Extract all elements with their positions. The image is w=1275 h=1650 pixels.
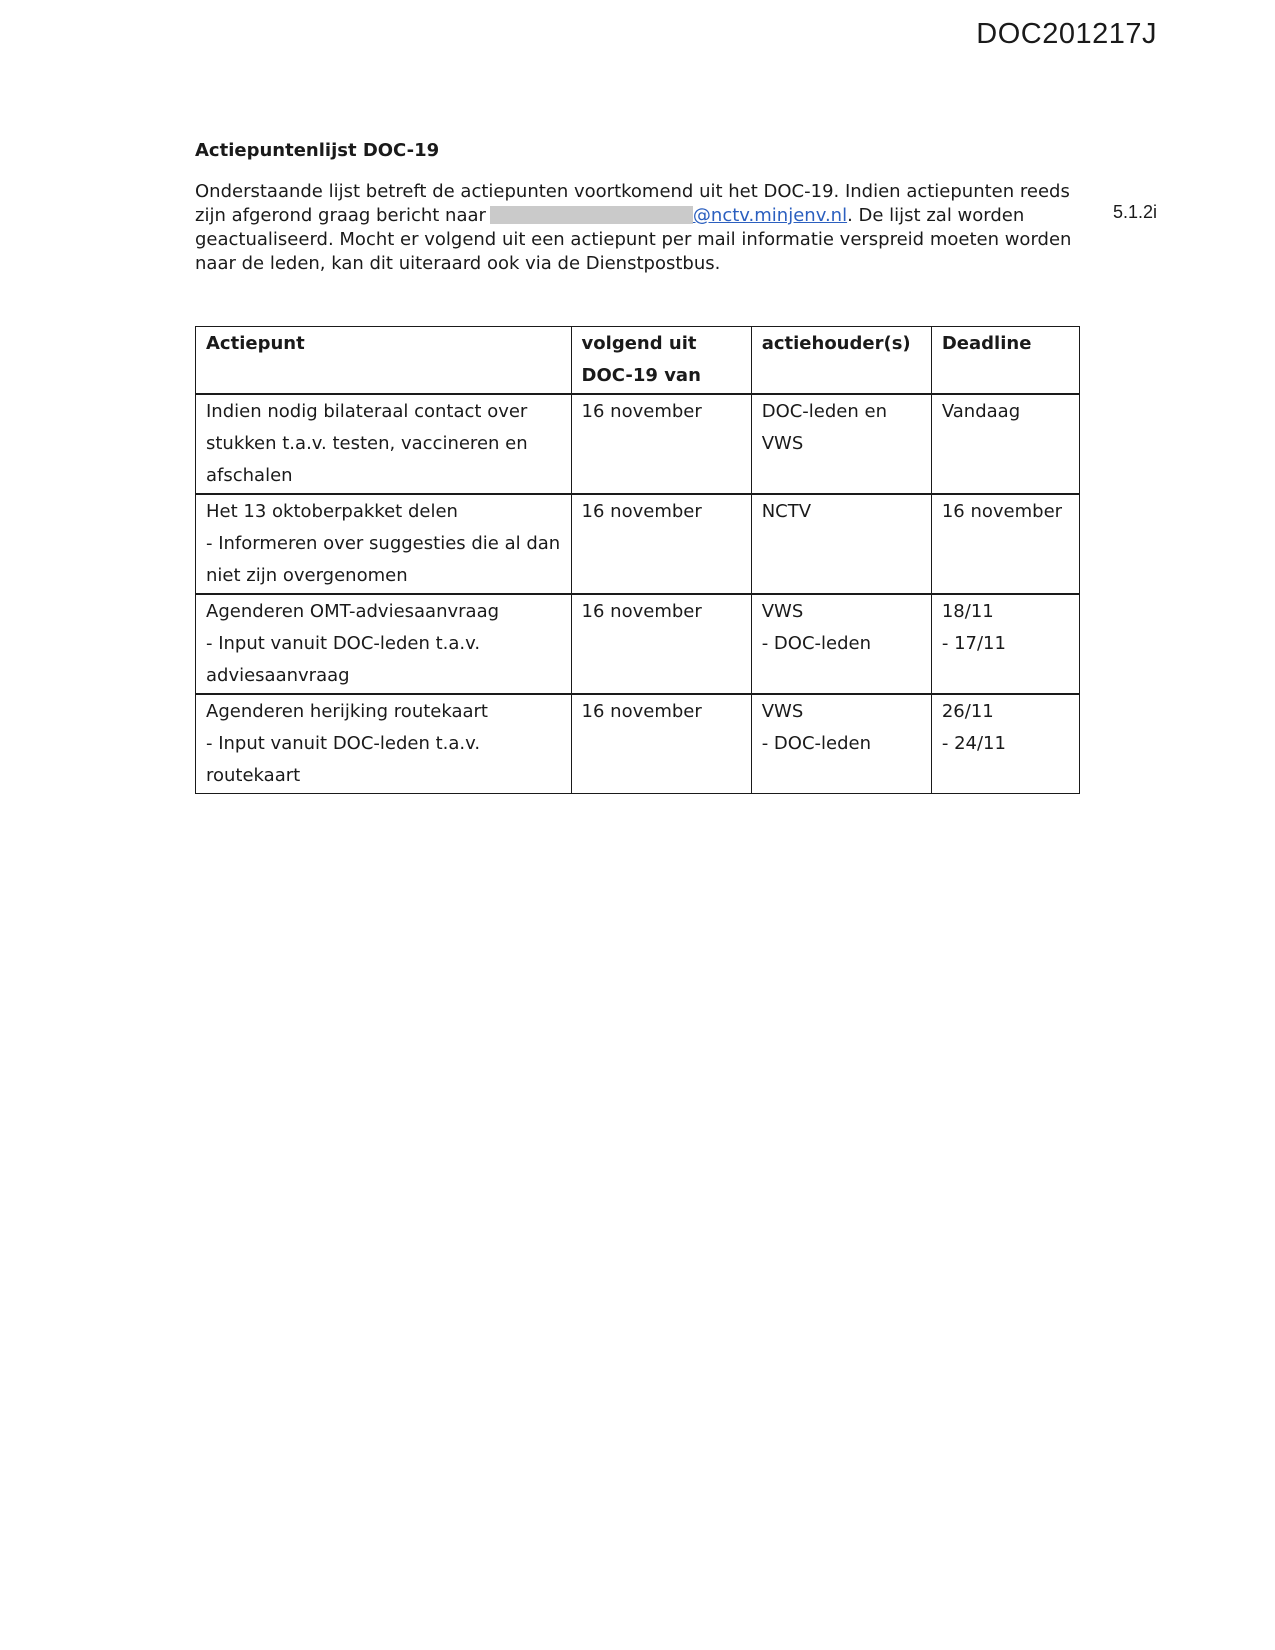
cell-line: DOC-leden en (761, 401, 887, 422)
intro-line: geactualiseerd. Mocht er volgend uit een actiepunt per mail informatie verspreid moeten worden (195, 229, 1072, 250)
cell-line: - 17/11 (941, 633, 1006, 654)
table-row (196, 594, 1080, 694)
cell-line: niet zijn overgenomen (206, 565, 408, 586)
cell-actiepunt (196, 594, 572, 694)
header-deadline: Deadline (931, 327, 1079, 395)
header-volgend-line: volgend uit (581, 333, 697, 354)
cell-line: - Input vanuit DOC-leden t.a.v. (206, 633, 481, 654)
cell-line: 18/11 (941, 601, 994, 622)
cell-line: NCTV (761, 501, 812, 522)
cell-line: - 24/11 (941, 733, 1006, 754)
redacted-block (490, 206, 693, 224)
cell-line: Vandaag (941, 401, 1021, 422)
email-link[interactable]: @nctv.minjenv.nl (692, 205, 848, 226)
cell-line: stukken t.a.v. testen, vaccineren en (206, 433, 528, 454)
cell-line: - DOC-leden (761, 733, 871, 754)
cell-actiepunt (196, 494, 572, 594)
cell-line: routekaart (206, 765, 301, 786)
cell-volgend: 16 november (571, 394, 751, 494)
cell-actiehouder (751, 694, 931, 794)
cell-line: - Informeren over suggesties die al dan (206, 533, 561, 554)
page-title: Actiepuntenlijst DOC-19 (195, 140, 440, 161)
cell-line: VWS (761, 701, 804, 722)
table-row (196, 394, 1080, 494)
header-actiepunt: Actiepunt (196, 327, 572, 395)
header-actiehouder: actiehouder(s) (751, 327, 931, 395)
cell-volgend: 16 november (571, 594, 751, 694)
margin-reference: 5.1.2i (1112, 202, 1157, 222)
cell-line: 16 november (941, 501, 1063, 522)
cell-deadline (931, 494, 1079, 594)
cell-actiepunt (196, 394, 572, 494)
table-row (196, 694, 1080, 794)
table-row (196, 494, 1080, 594)
cell-line: afschalen (206, 465, 293, 486)
cell-line: Het 13 oktoberpakket delen (206, 501, 458, 522)
cell-deadline (931, 694, 1079, 794)
document-id: DOC201217J (976, 18, 1157, 50)
cell-line: Indien nodig bilateraal contact over (206, 401, 528, 422)
header-volgend-uit (571, 327, 751, 395)
intro-line: Onderstaande lijst betreft de actiepunten voortkomend uit het DOC-19. Indien actiepunten reeds (195, 181, 1070, 202)
cell-line: VWS (761, 601, 804, 622)
cell-line: adviesaanvraag (206, 665, 350, 686)
cell-volgend: 16 november (571, 494, 751, 594)
cell-deadline (931, 594, 1079, 694)
cell-line: Agenderen OMT-adviesaanvraag (206, 601, 500, 622)
cell-line: VWS (761, 433, 804, 454)
header-volgend-line: DOC-19 van (581, 365, 701, 386)
cell-line: 26/11 (941, 701, 994, 722)
cell-deadline (931, 394, 1079, 494)
intro-line (195, 204, 1075, 228)
cell-actiehouder (751, 394, 931, 494)
cell-actiehouder (751, 594, 931, 694)
cell-actiehouder (751, 494, 931, 594)
table-header-row (196, 327, 1080, 395)
intro-text: . De lijst zal worden (847, 205, 1025, 226)
intro-line: naar de leden, kan dit uiteraard ook via de Dienstpostbus. (195, 253, 721, 274)
intro-text: zijn afgerond graag bericht naar (195, 205, 486, 226)
cell-line: - DOC-leden (761, 633, 871, 654)
cell-line: Agenderen herijking routekaart (206, 701, 488, 722)
action-points-table (195, 326, 1080, 794)
cell-actiepunt (196, 694, 572, 794)
cell-line: - Input vanuit DOC-leden t.a.v. (206, 733, 481, 754)
intro-paragraph (195, 180, 1075, 276)
cell-volgend: 16 november (571, 694, 751, 794)
